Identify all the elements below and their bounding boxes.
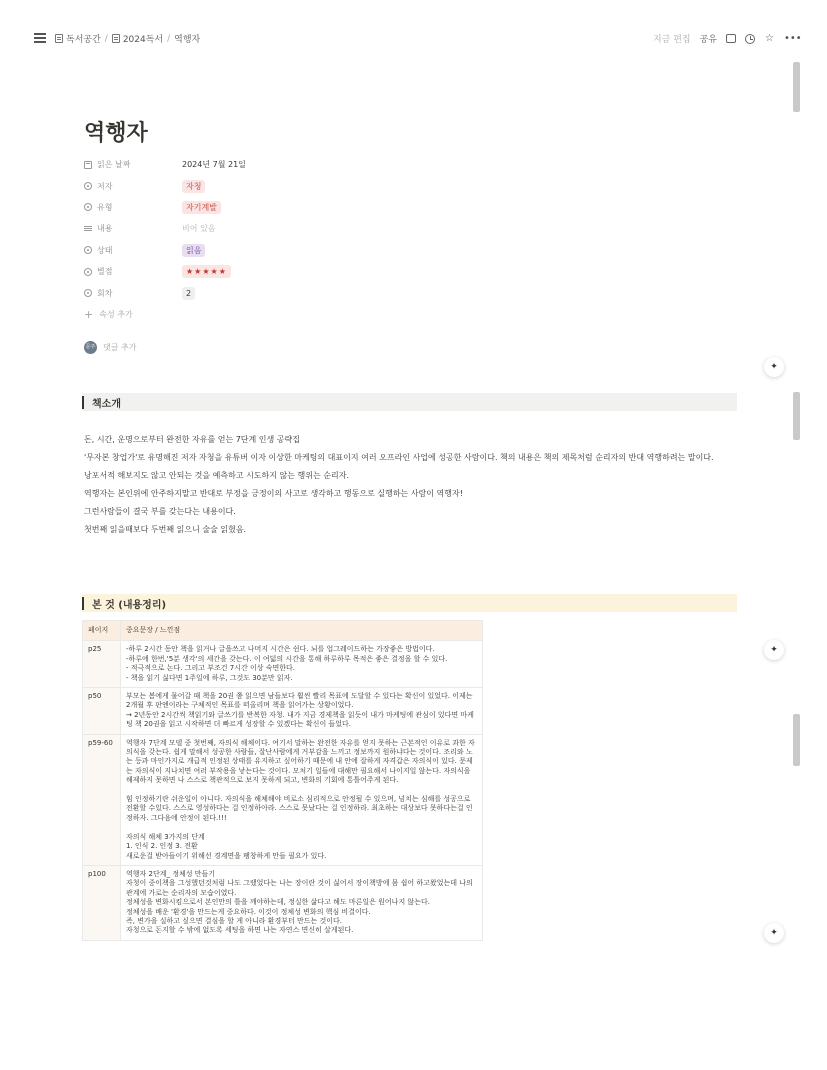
note-cell[interactable] bbox=[121, 688, 483, 735]
page-number-cell[interactable]: p50 bbox=[83, 688, 121, 735]
star-icon[interactable]: ☆ bbox=[765, 33, 774, 44]
note-line: -하루 2시간 동안 책을 읽거나 글을쓰고 나머지 시간은 쉰다. 뇌를 업그레이드하는 가장좋은 방법이다. bbox=[126, 645, 435, 654]
avatar: 문주 bbox=[84, 341, 97, 354]
table-header-row bbox=[83, 621, 483, 641]
property-name: 내용 bbox=[97, 224, 113, 234]
intro-paragraph[interactable]: '무자본 창업가'로 유명해진 저자 자청을 유튜버 이자 이상한 마케팅의 대표이지 여러 오프라인 사업에 성공한 사람이다. 책의 내용은 책의 제목처럼 순리자의 반대 역행하려는 말이다. bbox=[84, 453, 714, 462]
note-line: 1. 인식 2. 인정 3. 전환 bbox=[126, 842, 198, 851]
more-icon[interactable]: ••• bbox=[784, 33, 802, 44]
breadcrumb bbox=[55, 32, 200, 45]
section-heading-intro[interactable] bbox=[82, 393, 737, 411]
property-row[interactable] bbox=[84, 197, 644, 218]
property-tag[interactable]: 읽음 bbox=[182, 244, 205, 257]
blank-line bbox=[126, 786, 477, 795]
breadcrumb-item[interactable] bbox=[55, 32, 101, 45]
notes-table bbox=[82, 620, 482, 941]
property-name: 유형 bbox=[97, 202, 113, 212]
breadcrumb-item[interactable] bbox=[112, 32, 163, 45]
property-tag[interactable]: 자청 bbox=[182, 180, 205, 193]
add-comment-button[interactable] bbox=[84, 341, 136, 354]
text-icon bbox=[84, 225, 92, 233]
property-row[interactable] bbox=[84, 261, 644, 282]
property-name: 상태 bbox=[97, 245, 113, 255]
page-icon bbox=[55, 34, 63, 43]
blank-line bbox=[126, 823, 477, 832]
select-icon bbox=[84, 289, 92, 297]
property-name: 회차 bbox=[97, 288, 113, 298]
heading-accent bbox=[82, 396, 84, 409]
table-header-cell[interactable]: 페이지 bbox=[83, 621, 121, 641]
add-property-button[interactable] bbox=[84, 304, 644, 325]
page-icon bbox=[112, 34, 120, 43]
heading-text: 본 것 (내용정리) bbox=[92, 599, 167, 611]
table-row bbox=[83, 688, 483, 735]
property-tag[interactable]: 자기계발 bbox=[182, 201, 221, 214]
intro-text bbox=[84, 434, 744, 542]
breadcrumb-label: 역행자 bbox=[174, 35, 201, 45]
breadcrumb-label: 독서공간 bbox=[66, 35, 101, 45]
property-row[interactable] bbox=[84, 154, 644, 175]
property-tag[interactable]: 2 bbox=[182, 287, 195, 300]
table-row bbox=[83, 865, 483, 940]
note-line: -하루에 한번,'5분 생각'의 세간을 갖는다. 이 여덟의 시간을 통해 하루하루 목적은 좋은 결정을 할 수 있다. bbox=[126, 654, 448, 663]
breadcrumb-label: 2024독서 bbox=[122, 35, 164, 45]
table-row bbox=[83, 641, 483, 688]
table-header-cell[interactable]: 중요문장 / 느낀점 bbox=[121, 621, 483, 641]
menu-icon[interactable] bbox=[34, 32, 48, 44]
ai-sparkle-button[interactable]: ✦ bbox=[764, 357, 784, 377]
property-row[interactable] bbox=[84, 218, 644, 239]
note-line: 역행자 7단계 모델 중 첫번째, 자의식 해체이다. 여기서 말하는 완전한 자유를 얻지 못하는 근본적인 이유로 과한 자의식을 갖는다. 쉽게 말해서 성공한 사람들, 잘난사람에게 거부감을 느끼고 정보까지 원하냐다는 것이다. 조리와 노는 등과 마인가지로 개급적 인정된 상태를 유지하고 싶어하기 때문에 내 안에 잘하게 자격갑은 자의식이 있다. 문제는 자의식이 지나치면 여러 부작용을 낳는다는 것이다. 모처기 일들에 대해만 필요해서 나이지일 않는다. 자의식을 해제하지 못하면 나 스스로 책관적으로 보지 못하게 되고, 변화의 기회에 통틀어주게 된다. bbox=[126, 738, 475, 785]
comment-icon[interactable] bbox=[726, 34, 736, 43]
properties-panel bbox=[84, 154, 644, 325]
note-line: 부모는 봄에게 물어갈 때 책을 20권 쯤 읽으면 남들보다 훨씬 빨리 목표에 도달할 수 있다는 확신이 있었다. 이제는 2개월 후 판엔이라는 구체적인 목표를 떠올리며 책을 읽어가는 상황이었다. bbox=[126, 692, 473, 710]
scrollbar-thumb[interactable] bbox=[793, 62, 800, 112]
note-cell[interactable] bbox=[121, 641, 483, 688]
note-line: 정체성을 변화시킴으로서 본인만의 틀을 깨야하는데, 정실한 삶다고 해도 마른일은 원어나지 않는다. bbox=[126, 898, 430, 907]
property-name: 저자 bbox=[97, 181, 113, 191]
property-name: 읽은 날짜 bbox=[97, 160, 131, 170]
note-cell[interactable] bbox=[121, 734, 483, 865]
note-line: → 2년동안 2시간씩 책읽기와 글쓰기를 반복한 자청. 내가 지금 경제책을 읽듯이 내가 마케팅에 관심이 있다면 마케팅 책 20권을 읽고 시작하면 더 빠르게 성장할 수 있겠다는 확신이 들었다. bbox=[126, 710, 474, 729]
history-icon[interactable] bbox=[745, 34, 755, 44]
note-line: - 책을 읽기 싫다면 1주일에 하루, 그것도 30분만 읽자. bbox=[126, 673, 293, 682]
breadcrumb-separator: / bbox=[167, 33, 171, 44]
property-row[interactable] bbox=[84, 240, 644, 261]
intro-paragraph[interactable]: 역행자는 본인위에 안주하지말고 반대로 부정을 긍정이의 사고로 생각하고 행동으로 실행하는 사람이 역행자! bbox=[84, 489, 463, 498]
rating-tag[interactable]: ★★★★★ bbox=[182, 265, 231, 278]
intro-paragraph[interactable]: 첫번째 읽을때보다 두번째 읽으니 술술 읽혔음. bbox=[84, 525, 247, 534]
heading-text: 책소개 bbox=[92, 398, 121, 410]
note-line: 새로운걸 받아들이기 위해선 경계면을 팽창하게 만들 필요가 있다. bbox=[126, 851, 327, 860]
note-line: 힘 인정하기란 쉬운일이 아니다. 자의식을 해체해야 비로소 심리적으로 안정될 수 있으며, 넘치는 심해를 성공으로 전환할 수있다. 스스로 영성하다는 걸 인정하아라. 스스로 못났다는 걸 인정하라. 최초하는 대상보다 못하다는걸 인정하자. 그다음에 안정이 된다.!!! bbox=[126, 795, 473, 822]
select-icon bbox=[84, 203, 92, 211]
calendar-icon bbox=[84, 161, 92, 169]
page-number-cell[interactable]: p100 bbox=[83, 865, 121, 940]
property-row[interactable] bbox=[84, 175, 644, 196]
page-number-cell[interactable]: p59-60 bbox=[83, 734, 121, 865]
note-line: 즉, 변가을 실하고 싶으면 결심을 할 게 아니라 환경부터 만드는 것이다. bbox=[126, 916, 343, 925]
select-icon bbox=[84, 268, 92, 276]
property-value-empty[interactable]: 비어 있음 bbox=[182, 224, 216, 234]
edited-status: 지금 편집 bbox=[652, 35, 691, 45]
add-comment-label: 댓글 추가 bbox=[103, 343, 137, 352]
property-row[interactable] bbox=[84, 282, 644, 303]
note-line: - 적극적으로 논다. 그리고 부조건 7시간 이상 숙면한다. bbox=[126, 664, 296, 673]
intro-paragraph[interactable]: 낭포서적 해보지도 않고 안되는 것을 예측하고 시도하지 않는 행위는 순리자. bbox=[84, 471, 349, 480]
note-line: 자청으로 돈지할 수 밖에 없도록 세팅을 하면 나는 자연스 면신히 살게된다. bbox=[126, 926, 354, 935]
note-line: 자청이 중이책을 그성했던것처럼 나도 그랬었다는 나는 장이란 것이 싫어서 장이책방에 몸 쉽어 하고왔었는데 나의 관계에 가로는 순리자의 모습이였다. bbox=[126, 879, 473, 897]
share-button[interactable]: 공유 bbox=[699, 35, 717, 45]
note-line: 정체성을 배운 '환경'을 만드는게 중요하다. 이것이 정체성 변화의 핵심 비결이다. bbox=[126, 907, 371, 916]
page-title[interactable]: 역행자 bbox=[84, 121, 148, 146]
property-value[interactable]: 2024년 7월 21일 bbox=[182, 160, 246, 170]
add-property-label: 속성 추가 bbox=[99, 309, 133, 319]
intro-paragraph[interactable]: 돈, 시간, 운명으로부터 완전한 자유를 얻는 7단계 인생 공략집 bbox=[84, 435, 300, 444]
plus-icon: + bbox=[84, 307, 94, 321]
property-name: 별점 bbox=[97, 267, 113, 277]
select-icon bbox=[84, 182, 92, 190]
table-body bbox=[83, 641, 483, 940]
scrollbar-thumb[interactable] bbox=[793, 392, 800, 440]
heading-accent bbox=[82, 597, 84, 610]
note-line: 역행자 2단계_ 정체성 만들기 bbox=[126, 869, 216, 878]
ai-sparkle-button[interactable]: ✦ bbox=[764, 923, 784, 943]
top-bar bbox=[0, 0, 827, 78]
intro-paragraph[interactable]: 그런사람들이 결국 부를 갖는다는 내용이다. bbox=[84, 507, 236, 516]
select-icon bbox=[84, 246, 92, 254]
table-row bbox=[83, 734, 483, 865]
scrollbar-thumb[interactable] bbox=[793, 714, 800, 766]
section-heading-notes[interactable] bbox=[82, 594, 737, 612]
note-line: 자의식 해체 3가지의 단계 bbox=[126, 832, 205, 841]
ai-sparkle-button[interactable]: ✦ bbox=[764, 640, 784, 660]
page-number-cell[interactable]: p25 bbox=[83, 641, 121, 688]
breadcrumb-separator: / bbox=[104, 33, 108, 44]
breadcrumb-item[interactable] bbox=[174, 32, 200, 45]
note-cell[interactable] bbox=[121, 865, 483, 940]
top-actions bbox=[652, 32, 802, 45]
